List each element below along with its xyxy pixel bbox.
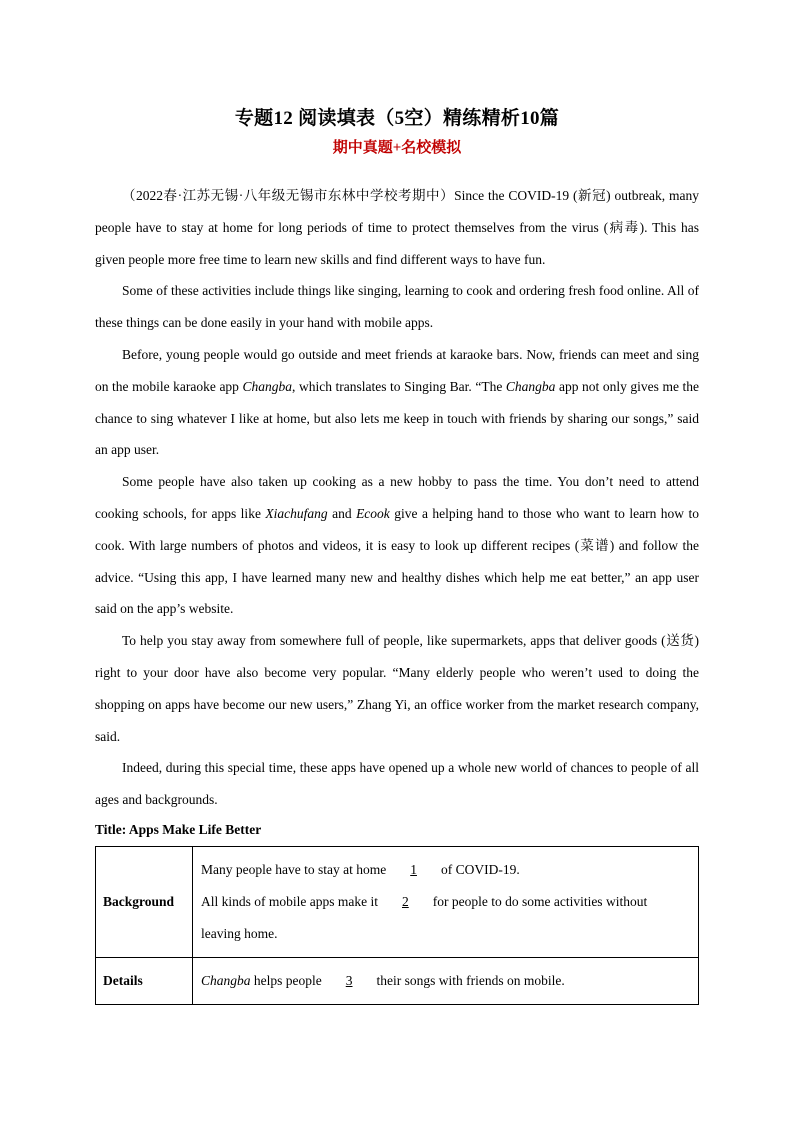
- app-name: Changba: [505, 378, 556, 394]
- table-row: [96, 847, 699, 958]
- row-label: Background: [96, 847, 193, 958]
- app-name: Ecook: [356, 505, 390, 521]
- table-title: Title: Apps Make Life Better: [95, 822, 262, 837]
- paragraph-6: Indeed, during this special time, these apps have opened up a whole new world of chances to people of all ages and backgrounds.: [95, 760, 699, 808]
- table-row: [96, 958, 699, 1005]
- paragraph-5: To help you stay away from somewhere full of people, like supermarkets, apps that deliver goods (送货) right to your door have also become very popular. “Many elderly people who weren’t used to doing the shopping on apps have become our new users,” Zhang Yi, an office worker from the market research company, said.: [95, 633, 699, 744]
- paragraph-4: Some people have also taken up cooking as a new hobby to pass the time. You don’t need to attend cooking schools, for apps like Xiachufang and Ecook give a helping hand to those who want to learn how to cook. With large numbers of photos and videos, it is easy to look up different recipes (菜谱) and follow the advice. “Using this app, I have learned many new and healthy dishes which help me eat better,” an app user said on the app’s website.: [95, 474, 699, 617]
- row-content: Changba helps people 3 their songs with friends on mobile.: [193, 958, 699, 1005]
- paragraph-2: Some of these activities include things like singing, learning to cook and ordering fresh food online. All of these things can be done easily in your hand with mobile apps.: [95, 283, 699, 331]
- passage: [95, 180, 699, 816]
- app-name: Xiachufang: [265, 505, 328, 521]
- blank-1[interactable]: 1: [410, 862, 417, 877]
- paragraph-3: Before, young people would go outside and meet friends at karaoke bars. Now, friends can meet and sing on the mobile karaoke app Changba, which translates to Singing Bar. “The Changba app not only gives me the chance to sing whatever I like at home, but also lets me keep in touch with friends by sharing our songs,” said an app user.: [95, 346, 699, 458]
- app-name: Changba: [242, 378, 293, 394]
- blank-3[interactable]: 3: [345, 973, 353, 988]
- document-subtitle: 期中真题+名校模拟: [332, 140, 462, 156]
- document-title: 专题12 阅读填表（5空）精练精析10篇: [234, 108, 560, 129]
- blank-2[interactable]: 2: [401, 894, 409, 909]
- app-name: Changba: [201, 973, 251, 988]
- row-label: Details: [96, 958, 193, 1005]
- paragraph-1: （2022春·江苏无锡·八年级无锡市东林中学校考期中）Since the COVID-19 (新冠) outbreak, many people have to stay at home for long periods of time to protect themselves from the virus (病毒). This has given people more free time to learn new skills and find different ways to have fun.: [95, 188, 699, 267]
- row-content: Many people have to stay at home 1 of COVID-19. All kinds of mobile apps make it 2 for people to do some activities without leaving home.: [193, 847, 699, 958]
- info-table: [95, 846, 699, 1005]
- source-note: （2022春·江苏无锡·八年级无锡市东林中学校考期中）: [122, 188, 455, 203]
